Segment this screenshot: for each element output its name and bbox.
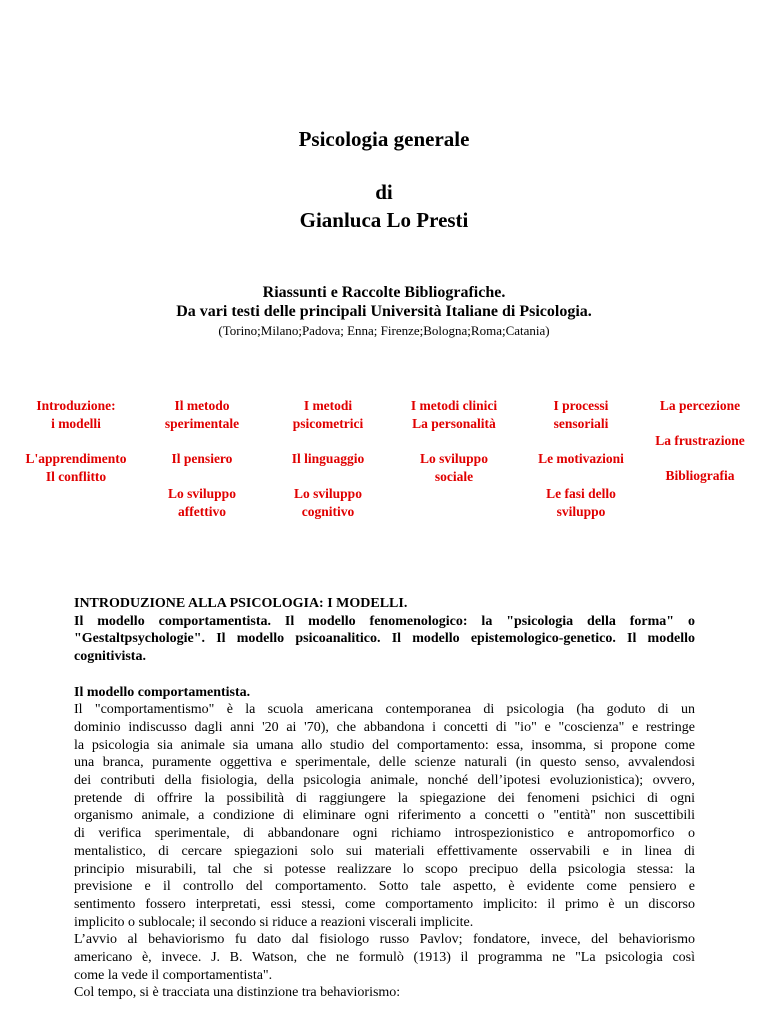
text-line: principio misurabili, tal che si potesse realizzare lo scopo precipuo della psicologia stessa: la [74,861,695,877]
nav-link-introduzione-line-1: Introduzione: [36,398,116,413]
cities-list: (Torino;Milano;Padova; Enna; Firenze;Bologna;Roma;Catania) [218,323,550,338]
text-line: mentalistico, di cercare spiegazioni solo sui materiali effettivamente osservabili e in linea di [74,843,695,859]
text-line: la psicologia sia animale sia umana allo studio del comportamento: essa, insomma, si propone come [74,737,695,753]
text-line: L’avvio al behaviorismo fu dato dal fisiologo russo Pavlov; fondatore, invece, del behaviorismo [74,932,695,948]
nav-link-linguaggio[interactable]: Il linguaggio [291,451,365,466]
nav-link-sviluppo-cognitivo-line-1: Lo sviluppo [294,486,362,501]
nav-link-sviluppo-affettivo[interactable] [132,485,272,521]
nav-link-conflitto[interactable]: Il conflitto [45,469,107,484]
nav-link-processi-sensoriali-line-1: I processi [553,398,609,413]
nav-link-fasi-sviluppo-line-1: Le fasi dello [546,486,616,501]
nav-link-processi-sensoriali-line-2: sensoriali [553,416,609,431]
nav-link-metodo-sperimentale-line-2: sperimentale [164,416,240,431]
subsection-title: Il modello comportamentista. [74,684,251,700]
document-title: Psicologia generale [298,127,470,151]
text-line: dominio indiscusso dagli anni '20 ai '70), che abbandona i concetti di "io" e "coscienza" e restringe [74,719,695,735]
document-subtitle-2: Da vari testi delle principali Università Italiane di Psicologia. [176,303,592,320]
summary-line: cognitivista. [74,649,146,665]
text-line: organismo animale, a condizione di eliminare ogni riferimento a concetti o "entità" non suscettibili [74,808,695,824]
text-line: pretende di offrire la possibilità di raggiungere la spiegazione dei fenomeni psichici di ogni [74,790,695,806]
text-line: previsione e il controllo del comportamento. Sotto tale aspetto, è evidente come pensiero e [74,879,695,895]
paragraph-pavlov-watson [74,931,695,984]
nav-link-sviluppo-affettivo-line-2: affettivo [178,504,226,519]
summary-line: "Gestaltpsychologie". Il modello psicoanalitico. Il modello epistemologico-genetico. Il modello [74,631,695,647]
text-line: dei contributi della fisiologia, della psicologia animale, nonché dell’ipotesi evoluzionistica); ovvero, [74,773,695,789]
models-summary [74,613,695,666]
nav-link-metodo-sperimentale[interactable] [132,397,272,433]
nav-link-metodi-psicometrici-line-1: I metodi [303,398,353,413]
nav-link-metodi-psicometrici[interactable] [258,397,398,433]
nav-link-metodi-psicometrici-line-2: psicometrici [292,416,364,431]
nav-column-1 [6,397,146,486]
text-line: Il "comportamentismo" è la scuola americana contemporanea di psicologia (ha goduto di un [74,702,695,718]
nav-link-introduzione-line-2: i modelli [51,416,101,431]
article-body [74,595,695,1002]
nav-link-percezione[interactable]: La percezione [659,398,741,413]
nav-link-introduzione[interactable] [6,397,146,433]
nav-column-2 [132,397,272,521]
nav-link-personalita[interactable]: La personalità [412,416,496,431]
document-subtitle-1: Riassunti e Raccolte Bibliografiche. [262,284,506,301]
nav-link-motivazioni[interactable]: Le motivazioni [538,451,624,466]
summary-line: Il modello comportamentista. Il modello fenomenologico: la "psicologia della forma" o [74,613,695,629]
text-line: una branca, puramente oggettiva e sperimentale, delle scienze naturali (in questo senso, avvalendosi [74,755,695,771]
nav-link-fasi-sviluppo-line-2: sviluppo [556,504,606,519]
paragraph-behaviorism [74,701,695,931]
nav-link-sviluppo-cognitivo[interactable] [258,485,398,521]
nav-link-metodo-sperimentale-line-1: Il metodo [174,398,230,413]
nav-column-4 [384,397,524,486]
nav-link-sviluppo-sociale-line-2: sociale [434,469,474,484]
nav-link-pensiero[interactable]: Il pensiero [171,451,233,466]
nav-link-apprendimento[interactable]: L'apprendimento [25,451,127,466]
text-line: implicito o sublocale; il secondo si riduce a reazioni viscerali implicite. [74,914,474,930]
text-line: sentimento fossero interpretati, essi stessi, come comportamento implicito: il primo è un discorso [74,896,695,912]
document-author: Gianluca Lo Presti [299,208,469,232]
document-by: di [375,180,393,204]
nav-link-sviluppo-affettivo-line-1: Lo sviluppo [168,486,236,501]
nav-column-6 [630,397,768,485]
text-line: americano è, invece. J. B. Watson, che ne formulò (1913) il programma ne "La psicologia così [74,950,695,966]
nav-link-sviluppo-sociale[interactable] [384,450,524,486]
paragraph-distinction: Col tempo, si è tracciata una distinzione tra behaviorismo: [74,985,401,1001]
nav-column-3 [258,397,398,521]
nav-link-sviluppo-cognitivo-line-2: cognitivo [301,504,355,519]
nav-link-metodi-clinici[interactable]: I metodi clinici [410,398,498,413]
nav-link-fasi-sviluppo[interactable] [511,485,651,521]
nav-link-frustrazione[interactable]: La frustrazione [655,433,745,448]
text-line: come la vede il comportamentista". [74,967,273,983]
text-line: di verifica sperimentale, di abbandonare ogni richiamo introspezionistico e antropomorfico o [74,826,695,842]
section-heading: INTRODUZIONE ALLA PSICOLOGIA: I MODELLI. [74,596,408,611]
nav-link-bibliografia[interactable]: Bibliografia [665,468,735,483]
nav-link-sviluppo-sociale-line-1: Lo sviluppo [420,451,488,466]
